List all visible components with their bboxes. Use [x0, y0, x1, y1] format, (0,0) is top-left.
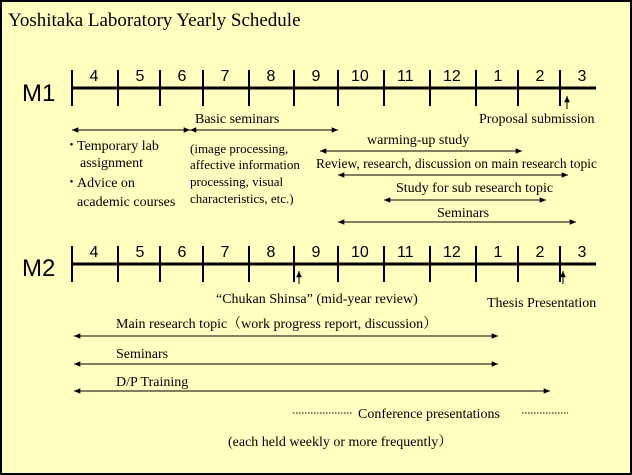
- m2-month-label: 2: [535, 244, 545, 261]
- m1-month-label: 3: [577, 68, 587, 85]
- advice-line1: Advice on: [77, 176, 135, 191]
- temp-lab-line1: Temporary lab: [77, 139, 159, 154]
- m2-label: M2: [22, 255, 56, 282]
- advice-line2: academic courses: [77, 195, 176, 210]
- m2-month-label: 12: [443, 244, 461, 261]
- thesis-label: Thesis Presentation: [487, 296, 597, 311]
- main-topic-label: Main research topic（work progress report, discussion）: [116, 317, 438, 332]
- bullet-icon: ･: [68, 176, 75, 191]
- m1-month-label: 6: [177, 68, 187, 85]
- footnote: (each held weekly or more frequently）: [228, 435, 453, 450]
- m1-month-label: 9: [311, 68, 321, 85]
- m1-month-label: 12: [443, 68, 461, 85]
- m2-month-label: 5: [135, 244, 145, 261]
- m1-month-label: 1: [493, 68, 503, 85]
- warming-up-label: warming-up study: [367, 133, 470, 148]
- review-label: Review, research, discussion on main research topic: [316, 156, 598, 171]
- m2-month-label: 8: [266, 244, 276, 261]
- chukan-label: “Chukan Shinsa” (mid-year review): [216, 292, 418, 307]
- m2-month-label: 10: [351, 244, 369, 261]
- m1-month-label: 2: [535, 68, 545, 85]
- basic-detail-1: (image processing,: [190, 141, 289, 156]
- m1-month-label: 8: [266, 68, 276, 85]
- temp-lab-line2: assignment: [80, 156, 143, 171]
- m1-label: M1: [22, 80, 56, 107]
- basic-seminars-label: Basic seminars: [195, 112, 280, 127]
- m2-month-label: 9: [311, 244, 321, 261]
- m2-month-label: 7: [220, 244, 230, 261]
- m1-month-label: 7: [220, 68, 230, 85]
- m1-month-label: 10: [351, 68, 369, 85]
- m2-seminars-label: Seminars: [116, 347, 169, 362]
- m1-month-label: 11: [397, 68, 414, 85]
- dp-label: D/P Training: [116, 375, 189, 390]
- diagram-title: Yoshitaka Laboratory Yearly Schedule: [8, 10, 301, 31]
- bullet-icon: ･: [68, 139, 75, 154]
- m2-month-label: 11: [397, 244, 414, 261]
- m1-month-label: 5: [135, 68, 145, 85]
- basic-detail-2: affective information: [190, 157, 300, 172]
- basic-detail-4: characteristics, etc.): [190, 191, 294, 206]
- basic-detail-3: processing, visual: [190, 174, 284, 189]
- sub-topic-label: Study for sub research topic: [396, 181, 554, 196]
- m2-month-label: 3: [577, 244, 587, 261]
- m2-month-label: 4: [89, 244, 99, 261]
- conference-label: Conference presentations: [358, 407, 500, 422]
- proposal-label: Proposal submission: [479, 112, 595, 127]
- m2-month-label: 6: [177, 244, 187, 261]
- m2-month-label: 1: [493, 244, 503, 261]
- m1-month-label: 4: [89, 68, 99, 85]
- m1-seminars-label: Seminars: [437, 206, 490, 221]
